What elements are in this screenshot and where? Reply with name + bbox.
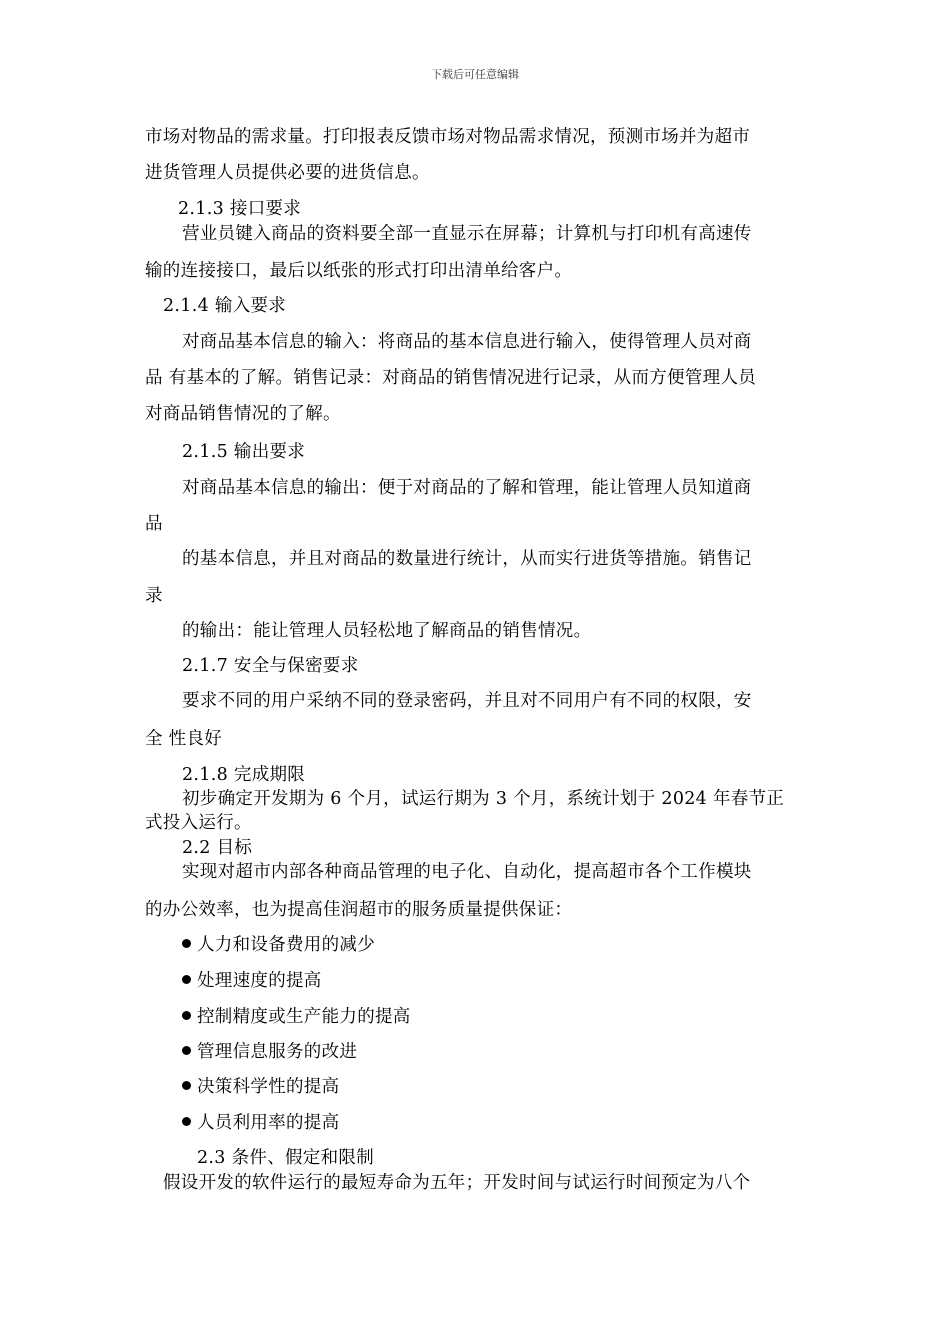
paragraph-line: 录 [145, 586, 163, 606]
list-item [182, 1005, 411, 1029]
list-item-text: 管理信息服务的改进 [197, 1042, 358, 1062]
bullet-icon [182, 939, 191, 948]
bullet-icon [182, 1081, 191, 1090]
paragraph-line: 的办公效率，也为提高佳润超市的服务质量提供保证： [145, 900, 573, 920]
paragraph-line: 要求不同的用户采纳不同的登录密码，并且对不同用户有不同的权限，安 [182, 691, 752, 711]
bullet-icon [182, 1011, 191, 1020]
section-heading-2-1-7: 2.1.7 安全与保密要求 [182, 656, 359, 676]
section-heading-2-2: 2.2 目标 [182, 838, 253, 858]
section-heading-2-3: 2.3 条件、假定和限制 [197, 1148, 374, 1168]
section-heading-2-1-4: 2.1.4 输入要求 [163, 296, 287, 316]
paragraph-line: 进货管理人员提供必要的进货信息。 [145, 163, 430, 183]
list-item [182, 933, 375, 957]
paragraph-line: 品 [145, 514, 163, 534]
paragraph-line: 品 有基本的了解。销售记录：对商品的销售情况进行记录，从而方便管理人员 [145, 368, 757, 388]
list-item [182, 1111, 339, 1135]
bullet-icon [182, 975, 191, 984]
paragraph-line: 市场对物品的需求量。打印报表反馈市场对物品需求情况，预测市场并为超市 [145, 127, 751, 147]
bullet-icon [182, 1046, 191, 1055]
list-item-text: 决策科学性的提高 [197, 1077, 340, 1097]
paragraph-line: 全 性良好 [145, 729, 223, 749]
section-heading-2-1-8: 2.1.8 完成期限 [182, 765, 306, 785]
paragraph-line: 对商品基本信息的输出：便于对商品的了解和管理，能让管理人员知道商 [182, 478, 752, 498]
bullet-icon [182, 1117, 191, 1126]
paragraph-line: 的基本信息，并且对商品的数量进行统计，从而实行进货等措施。销售记 [182, 549, 752, 569]
paragraph-line: 假设开发的软件运行的最短寿命为五年；开发时间与试运行时间预定为八个 [163, 1173, 751, 1193]
paragraph-line: 输的连接接口，最后以纸张的形式打印出清单给客户。 [145, 261, 573, 281]
list-item-text: 人力和设备费用的减少 [197, 935, 375, 955]
paragraph-line: 式投入运行。 [145, 813, 252, 833]
list-item-text: 控制精度或生产能力的提高 [197, 1007, 411, 1027]
list-item-text: 人员利用率的提高 [197, 1113, 340, 1133]
paragraph-line: 的输出：能让管理人员轻松地了解商品的销售情况。 [182, 621, 592, 641]
paragraph-line: 营业员键入商品的资料要全部一直显示在屏幕；计算机与打印机有高速传 [182, 224, 752, 244]
paragraph-line: 对商品销售情况的了解。 [145, 404, 341, 424]
section-heading-2-1-3: 2.1.3 接口要求 [178, 199, 302, 219]
section-heading-2-1-5: 2.1.5 输出要求 [182, 442, 306, 462]
paragraph-line: 实现对超市内部各种商品管理的电子化、自动化，提高超市各个工作模块 [182, 862, 752, 882]
list-item [182, 969, 322, 993]
paragraph-line: 初步确定开发期为 6 个月，试运行期为 3 个月，系统计划于 2024 年春节正 [182, 789, 785, 809]
page-header: 下载后可任意编辑 [431, 68, 519, 81]
paragraph-line: 对商品基本信息的输入：将商品的基本信息进行输入，使得管理人员对商 [182, 332, 752, 352]
list-item [182, 1040, 357, 1064]
list-item [182, 1075, 339, 1099]
list-item-text: 处理速度的提高 [197, 971, 322, 991]
